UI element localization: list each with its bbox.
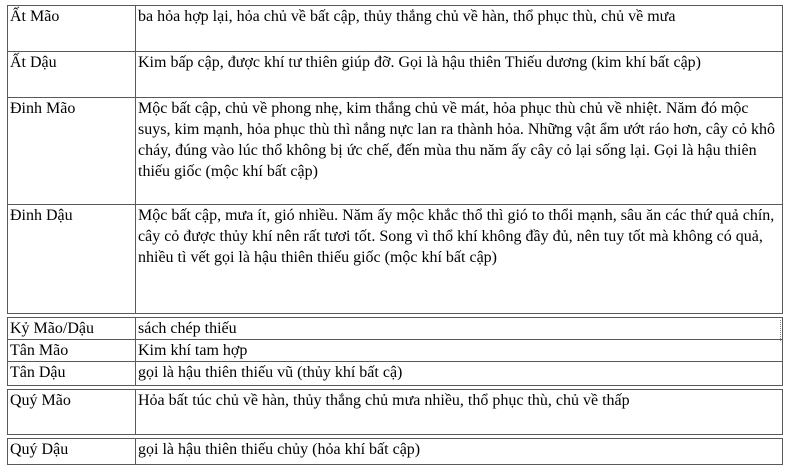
table-row (8, 98, 783, 205)
dotted-edge-artifact (780, 320, 781, 341)
term-cell: Đinh Mão (8, 98, 136, 205)
table-row (8, 205, 783, 314)
table-row (8, 362, 783, 386)
description-cell: sách chép thiếu (136, 318, 783, 340)
term-cell: Đinh Dậu (8, 205, 136, 314)
term-cell: Tân Mão (8, 340, 136, 362)
term-cell: Quý Dậu (8, 439, 136, 465)
term-cell: Ất Mão (8, 6, 136, 52)
term-cell: Quý Mão (8, 390, 136, 435)
table-row (8, 340, 783, 362)
description-cell: Mộc bất cập, chủ về phong nhẹ, kim thắng chủ về mát, hỏa phục thù chủ về nhiệt. Năm đó mộc suys, kim mạnh, hỏa phục thù thì nắng nực lan ra thành hỏa. Những vật ẩm ướt ráo hơn, cây cỏ khô cháy, đúng vào lúc thổ không bị ức chế, đến mùa thu năm ấy cây cỏ lại sống lại. Gọi là hậu thiên thiếu giốc (mộc khí bất cập) (136, 98, 783, 205)
year-table-group-3 (7, 389, 783, 435)
year-table-group-1 (7, 5, 783, 314)
description-cell: Hỏa bất túc chủ về hàn, thủy thắng chủ mưa nhiều, thổ phục thù, chủ về thấp (136, 390, 783, 435)
description-cell: gọi là hậu thiên thiếu chủy (hỏa khí bất cập) (136, 439, 783, 465)
table-row (8, 318, 783, 340)
table-row (8, 52, 783, 98)
table-row (8, 439, 783, 465)
term-cell: Tân Dậu (8, 362, 136, 386)
description-cell: gọi là hậu thiên thiếu vũ (thủy khí bất cậ) (136, 362, 783, 386)
description-cell: Mộc bất cập, mưa ít, gió nhiều. Năm ấy mộc khắc thổ thì gió to thổi mạnh, sâu ăn các thứ quả chín, cây cỏ được thủy khí nên rất tươi tốt. Song vì thổ khí không đầy đủ, nên tuy tốt mà không có quả, nhiều tì vết gọi là hậu thiên thiếu giốc (mộc khí bất cập) (136, 205, 783, 314)
table-row (8, 6, 783, 52)
year-table-group-4 (7, 438, 783, 465)
term-cell: Kỷ Mão/Dậu (8, 318, 136, 340)
table-row (8, 390, 783, 435)
year-table-group-2 (7, 317, 783, 386)
description-cell: ba hỏa hợp lại, hỏa chủ về bất cập, thủy thắng chủ về hàn, thổ phục thù, chủ về mưa (136, 6, 783, 52)
description-cell: Kim bấp cập, được khí tư thiên giúp đỡ. Gọi là hậu thiên Thiếu dương (kim khí bất cập) (136, 52, 783, 98)
description-cell: Kim khí tam hợp (136, 340, 783, 362)
term-cell: Ất Dậu (8, 52, 136, 98)
